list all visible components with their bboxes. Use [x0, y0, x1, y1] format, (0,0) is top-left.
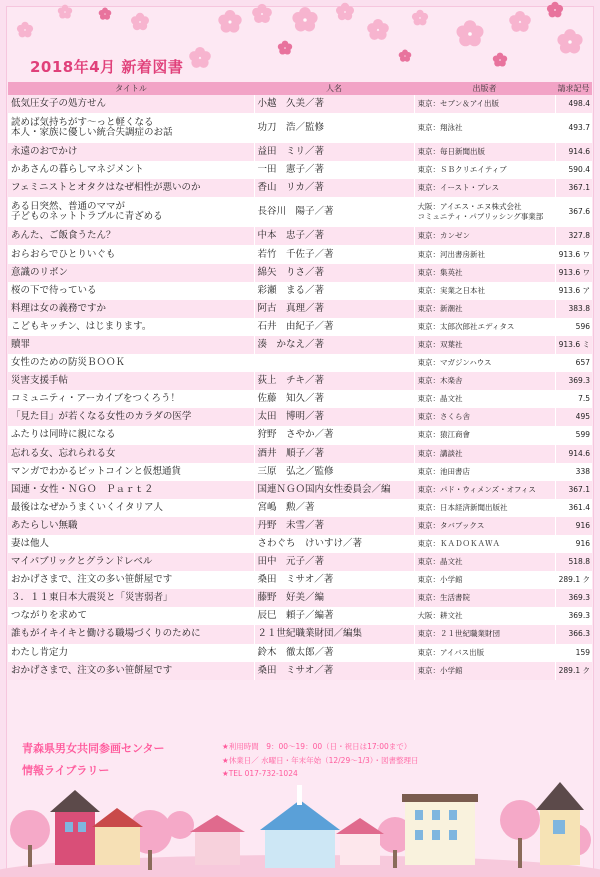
book-title: 妻は他人	[8, 535, 254, 553]
table-row	[8, 95, 592, 113]
book-publisher: 東京：晶文社	[414, 390, 555, 408]
call-number: 498.4	[555, 95, 592, 113]
book-title: マイパブリックとグランドレベル	[8, 553, 254, 571]
call-number: 369.3	[555, 372, 592, 390]
book-author: 桑田 ミサオ／著	[254, 571, 414, 589]
book-publisher: 東京：翔泳社	[414, 113, 555, 143]
table-row	[8, 553, 592, 571]
book-publisher: 東京：新潮社	[414, 300, 555, 318]
book-title: コミュニティ・アーカイブをつくろう！	[8, 390, 254, 408]
table-row	[8, 445, 592, 463]
book-title: おかげさまで、注文の多い笹餅屋です	[8, 662, 254, 680]
book-title: ある日突然、普通のママが 子どものネットトラブルに青ざめる	[8, 197, 254, 227]
book-title: 永遠のおでかけ	[8, 143, 254, 161]
book-title: 贖罪	[8, 336, 254, 354]
table-row	[8, 318, 592, 336]
book-author: 太田 博明／著	[254, 408, 414, 426]
book-title: ３．１１東日本大震災と「災害弱者」	[8, 589, 254, 607]
call-number: 289.1 ク	[555, 662, 592, 680]
table-row	[8, 245, 592, 263]
book-title: 国連・女性・ＮＧＯ Ｐａｒｔ２	[8, 481, 254, 499]
table-row	[8, 390, 592, 408]
book-publisher: 東京：タバブックス	[414, 517, 555, 535]
table-row	[8, 625, 592, 643]
table-row	[8, 372, 592, 390]
book-author: 三原 弘之／監修	[254, 463, 414, 481]
call-number: 914.6	[555, 143, 592, 161]
book-author: 一田 憲子／著	[254, 161, 414, 179]
book-publisher: 東京：猿江商會	[414, 426, 555, 444]
tel-info: ★TEL 017-732-1024	[222, 769, 298, 778]
call-number: 367.6	[555, 197, 592, 227]
book-author: ２１世紀職業財団／編集	[254, 625, 414, 643]
book-author: 鈴木 徹太郎／著	[254, 644, 414, 662]
book-title: 災害支援手帖	[8, 372, 254, 390]
book-publisher: 東京：ＫＡＤＯＫＡＷＡ	[414, 535, 555, 553]
call-number: 590.4	[555, 161, 592, 179]
book-publisher: 東京：ＳＢクリエイティブ	[414, 161, 555, 179]
book-publisher: 東京：小学館	[414, 571, 555, 589]
header-title: タイトル	[8, 82, 254, 95]
table-row	[8, 336, 592, 354]
book-author: 狩野 さやか／著	[254, 426, 414, 444]
book-publisher: 東京：セブン＆アイ出版	[414, 95, 555, 113]
call-number: 916	[555, 517, 592, 535]
book-publisher: 大阪：アイエス・エヌ株式会社 コミュニティ・パブリッシング事業部	[414, 197, 555, 227]
header-author: 人名	[254, 82, 414, 95]
table-row	[8, 517, 592, 535]
book-author: 石井 由紀子／著	[254, 318, 414, 336]
table-row	[8, 662, 592, 680]
book-author: 香山 リカ／著	[254, 179, 414, 197]
call-number: 159	[555, 644, 592, 662]
book-author: 湊 かなえ／著	[254, 336, 414, 354]
call-number: 7.5	[555, 390, 592, 408]
book-author: 綿矢 りさ／著	[254, 264, 414, 282]
library-name: 情報ライブラリー	[22, 764, 110, 777]
book-publisher: 東京：パド・ウィメンズ・オフィス	[414, 481, 555, 499]
table-row	[8, 282, 592, 300]
book-title: フェミニストとオタクはなぜ相性が悪いのか	[8, 179, 254, 197]
book-title: こどもキッチン、はじまります。	[8, 318, 254, 336]
book-author	[254, 354, 414, 372]
closed-info: ★休業日／ 水曜日・年末年始（12/29～1/3）・図書整理日	[222, 756, 419, 765]
book-title: あたらしい無職	[8, 517, 254, 535]
call-number: 914.6	[555, 445, 592, 463]
book-title: 読めば気持ちがす～っと軽くなる 本人・家族に優しい統合失調症のお話	[8, 113, 254, 143]
book-publisher: 東京：毎日新聞出版	[414, 143, 555, 161]
book-author: さわぐち けいすけ／著	[254, 535, 414, 553]
table-row	[8, 644, 592, 662]
book-publisher: 東京：集英社	[414, 264, 555, 282]
call-number: 361.4	[555, 499, 592, 517]
table-row	[8, 535, 592, 553]
book-title: 低気圧女子の処方せん	[8, 95, 254, 113]
book-author: 田中 元子／著	[254, 553, 414, 571]
book-title: 最後はなぜかうまくいくイタリア人	[8, 499, 254, 517]
call-number: 327.8	[555, 227, 592, 245]
book-title: おかげさまで、注文の多い笹餅屋です	[8, 571, 254, 589]
table-header-row	[8, 82, 592, 95]
header-code: 請求記号	[555, 82, 592, 95]
call-number: 338	[555, 463, 592, 481]
book-title: おらおらでひとりいぐも	[8, 245, 254, 263]
book-author: 小越 久美／著	[254, 95, 414, 113]
book-author: 国連ＮＧＯ国内女性委員会／編	[254, 481, 414, 499]
call-number: 366.3	[555, 625, 592, 643]
book-publisher: 東京：マガジンハウス	[414, 354, 555, 372]
table-body	[8, 95, 592, 680]
table-row	[8, 300, 592, 318]
table-row	[8, 499, 592, 517]
table-row	[8, 481, 592, 499]
book-author: 荻上 チキ／著	[254, 372, 414, 390]
table-row	[8, 463, 592, 481]
table-row	[8, 571, 592, 589]
book-title: つながりを求めて	[8, 607, 254, 625]
book-title: 女性のための防災ＢＯＯＫ	[8, 354, 254, 372]
call-number: 657	[555, 354, 592, 372]
table-row	[8, 143, 592, 161]
town-illustration	[0, 780, 600, 877]
book-author: 阿古 真理／著	[254, 300, 414, 318]
call-number: 367.1	[555, 179, 592, 197]
book-author: 若竹 千佐子／著	[254, 245, 414, 263]
call-number: 367.1	[555, 481, 592, 499]
book-publisher: 東京：カンゼン	[414, 227, 555, 245]
book-publisher: 東京：生活書院	[414, 589, 555, 607]
call-number: 493.7	[555, 113, 592, 143]
table-row	[8, 179, 592, 197]
book-publisher: 東京：双葉社	[414, 336, 555, 354]
book-title: 忘れる女、忘れられる女	[8, 445, 254, 463]
book-title: 誰もがイキイキと働ける職場づくりのために	[8, 625, 254, 643]
table-row	[8, 589, 592, 607]
table-row	[8, 197, 592, 227]
page-title: 2018年4月 新着図書	[30, 58, 184, 76]
book-publisher: 東京：日本経済新聞出版社	[414, 499, 555, 517]
book-author: 益田 ミリ／著	[254, 143, 414, 161]
book-publisher: 東京：アイバス出版	[414, 644, 555, 662]
header-publisher: 出版者	[414, 82, 555, 95]
call-number: 913.6 ワ	[555, 264, 592, 282]
book-title: マンガでわかるビットコインと仮想通貨	[8, 463, 254, 481]
book-publisher: 東京：イースト・プレス	[414, 179, 555, 197]
book-title: ふたりは同時に親になる	[8, 426, 254, 444]
call-number: 913.6 ワ	[555, 245, 592, 263]
call-number: 913.6 ミ	[555, 336, 592, 354]
call-number: 495	[555, 408, 592, 426]
book-publisher: 東京：実業之日本社	[414, 282, 555, 300]
book-author: 功刀 浩／監修	[254, 113, 414, 143]
book-publisher: 東京：河出書房新社	[414, 245, 555, 263]
book-title: わたし肯定力	[8, 644, 254, 662]
book-title: 桜の下で待っている	[8, 282, 254, 300]
table-row	[8, 408, 592, 426]
book-author: 宮嶋 勲／著	[254, 499, 414, 517]
call-number: 289.1 ク	[555, 571, 592, 589]
call-number: 518.8	[555, 553, 592, 571]
book-publisher: 大阪：耕文社	[414, 607, 555, 625]
book-title: 「見た目」が若くなる女性のカラダの医学	[8, 408, 254, 426]
book-author: 酒井 順子／著	[254, 445, 414, 463]
table-row	[8, 264, 592, 282]
book-author: 丹野 未雪／著	[254, 517, 414, 535]
hours-info: ★利用時間 9：00～19：00（日・祝日は17:00まで）	[222, 742, 412, 751]
call-number: 383.8	[555, 300, 592, 318]
book-author: 彩瀬 まる／著	[254, 282, 414, 300]
book-publisher: 東京：小学館	[414, 662, 555, 680]
table-row	[8, 426, 592, 444]
book-author: 桑田 ミサオ／著	[254, 662, 414, 680]
table-row	[8, 607, 592, 625]
book-title: 意識のリボン	[8, 264, 254, 282]
book-publisher: 東京：講談社	[414, 445, 555, 463]
book-publisher: 東京：池田書店	[414, 463, 555, 481]
call-number: 916	[555, 535, 592, 553]
book-publisher: 東京：太郎次郎社エディタス	[414, 318, 555, 336]
book-author: 辰巳 頼子／編著	[254, 607, 414, 625]
book-author: 長谷川 陽子／著	[254, 197, 414, 227]
book-author: 佐藤 知久／著	[254, 390, 414, 408]
center-name: 青森県男女共同参画センター	[22, 742, 165, 755]
book-publisher: 東京：木楽舎	[414, 372, 555, 390]
call-number: 596	[555, 318, 592, 336]
table-row	[8, 354, 592, 372]
book-title: あんた、ご飯食うたん？	[8, 227, 254, 245]
book-title: かあさんの暮らしマネジメント	[8, 161, 254, 179]
new-books-table	[8, 82, 592, 680]
call-number: 599	[555, 426, 592, 444]
call-number: 913.6 ア	[555, 282, 592, 300]
book-publisher: 東京：さくら舎	[414, 408, 555, 426]
call-number: 369.3	[555, 607, 592, 625]
book-title: 料理は女の義務ですか	[8, 300, 254, 318]
book-publisher: 東京：晶文社	[414, 553, 555, 571]
book-author: 藤野 好美／編	[254, 589, 414, 607]
book-author: 中本 忠子／著	[254, 227, 414, 245]
book-publisher: 東京：２１世紀職業財団	[414, 625, 555, 643]
call-number: 369.3	[555, 589, 592, 607]
table-row	[8, 227, 592, 245]
table-row	[8, 113, 592, 143]
table-row	[8, 161, 592, 179]
